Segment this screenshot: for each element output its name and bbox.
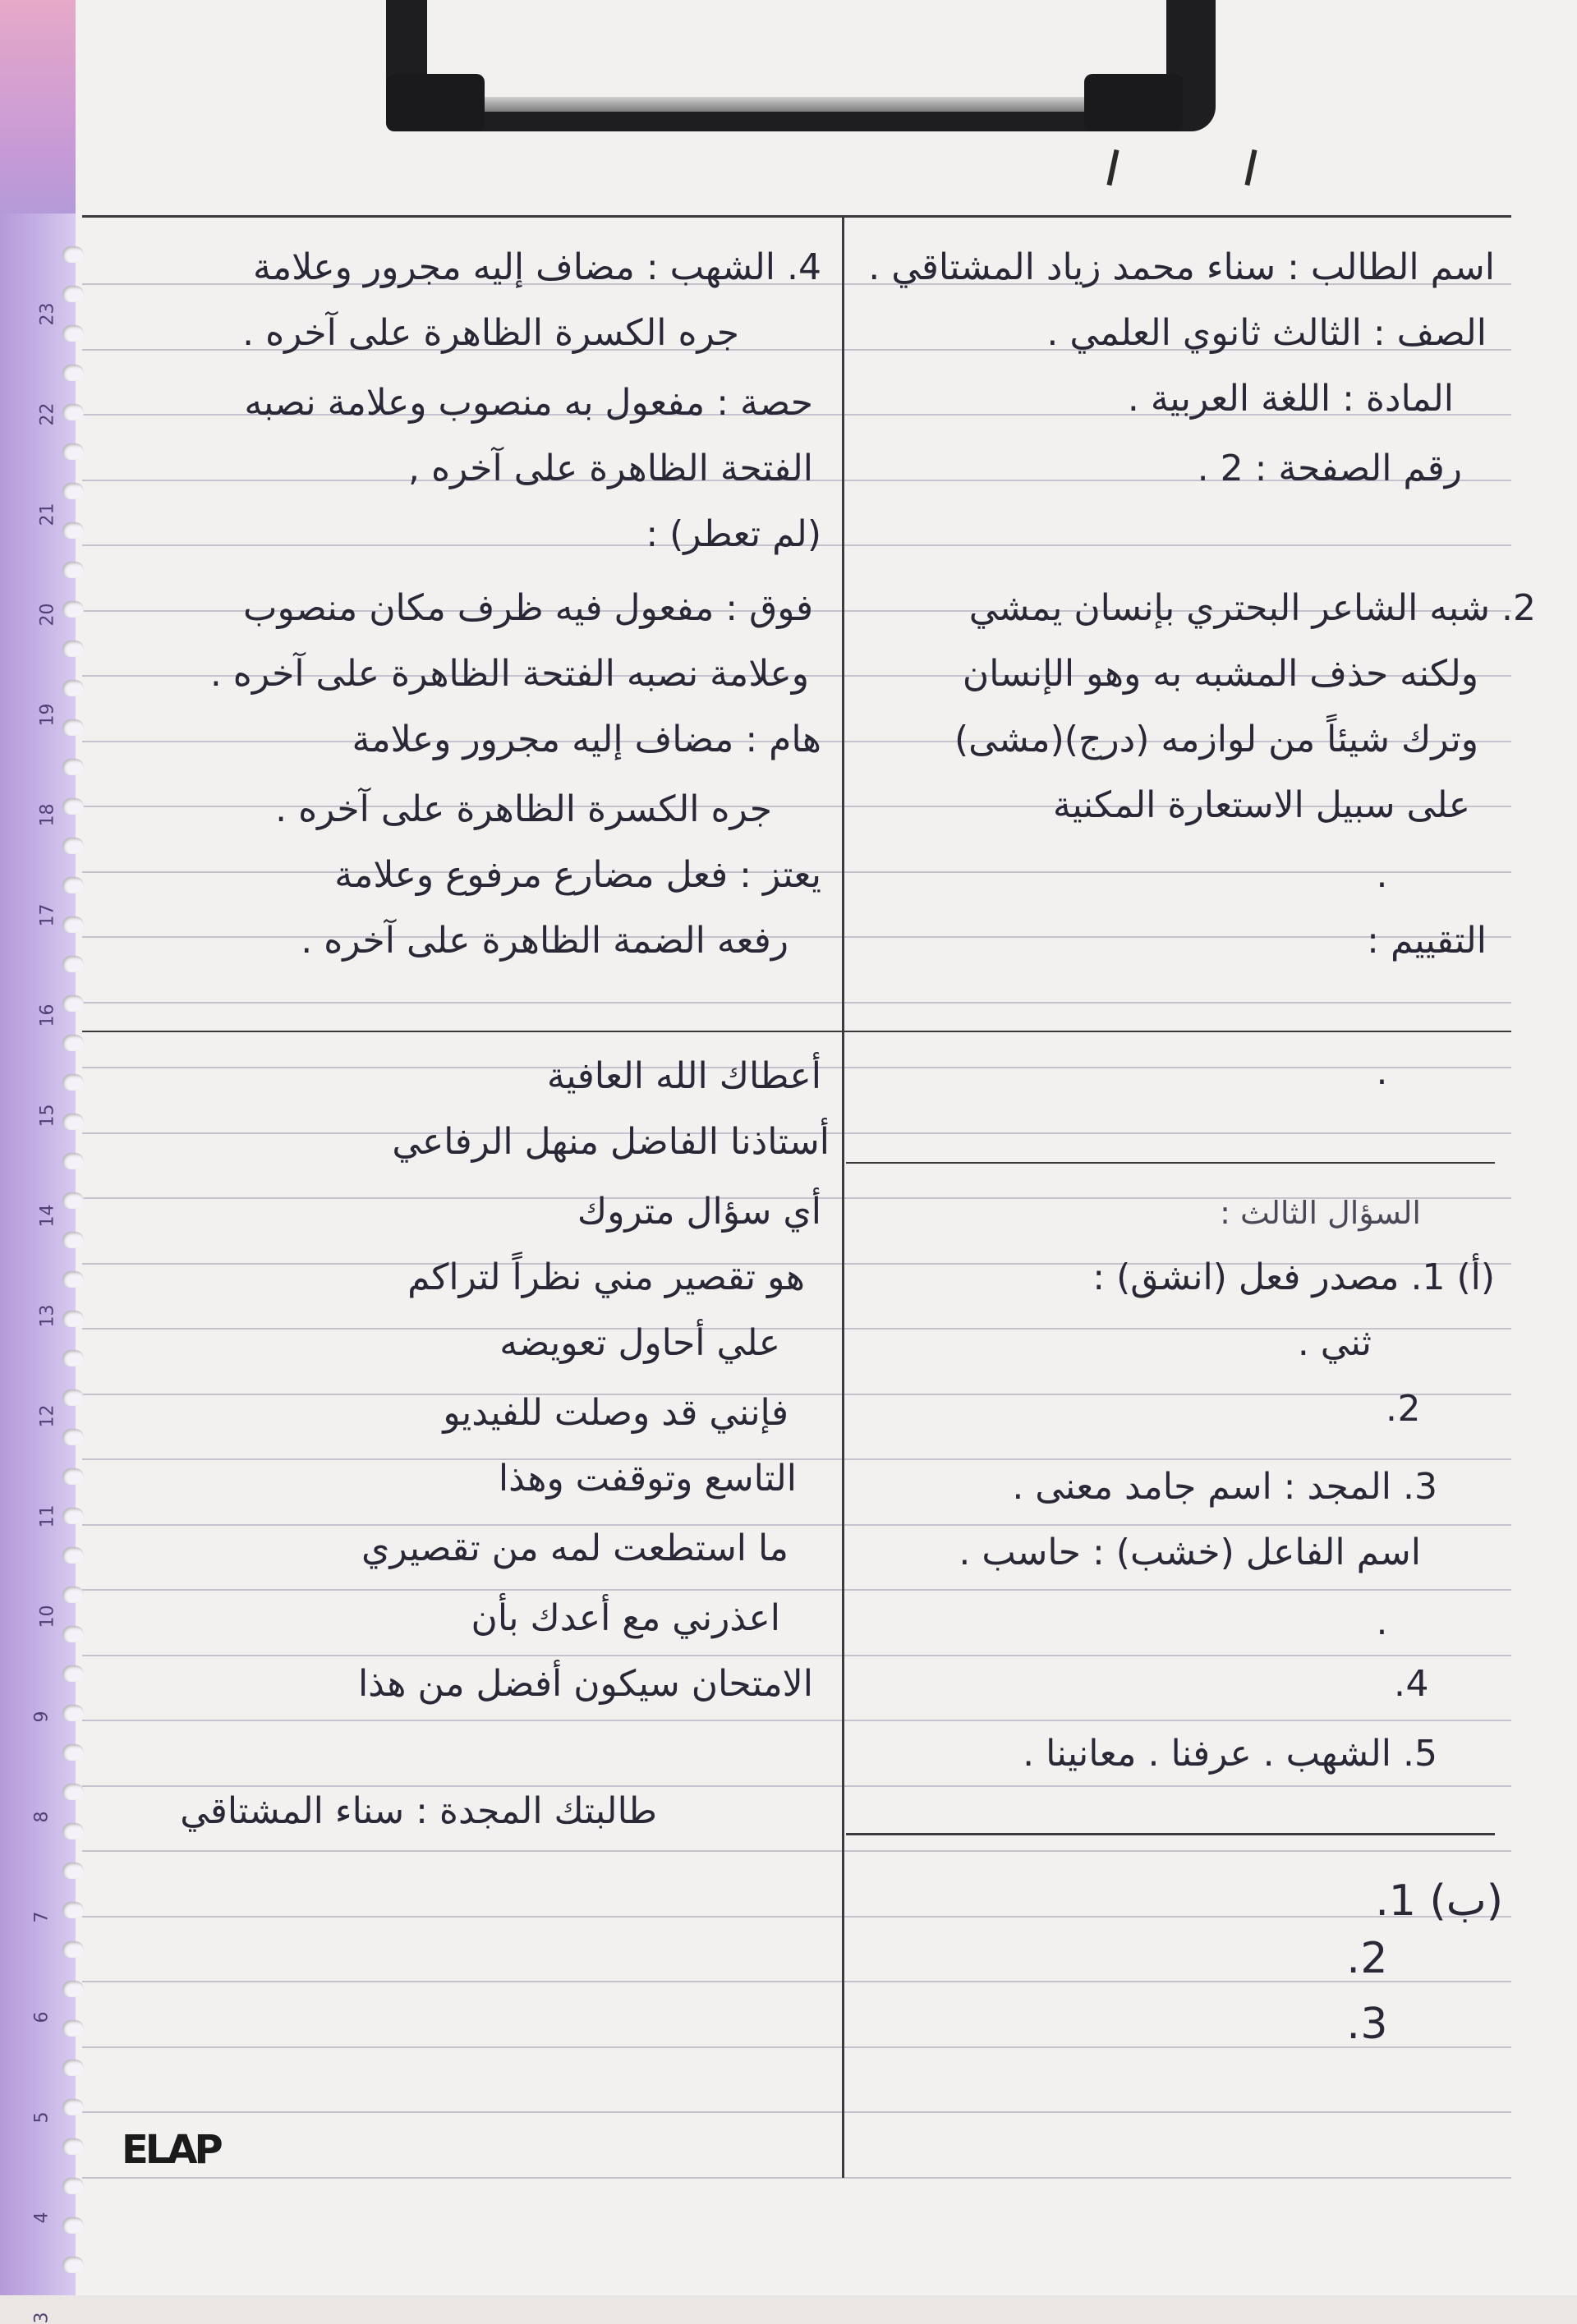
ruler-number: 23 — [37, 302, 58, 326]
ruled-line — [82, 1916, 1511, 1918]
q2-line-3: وترك شيئاً من لوازمه (درج)(مشى) — [954, 719, 1478, 760]
ruler-number: 7 — [31, 1911, 53, 1923]
binder-hole — [62, 483, 84, 499]
ruler-number: 4 — [31, 2211, 53, 2224]
binder-hole — [62, 1074, 84, 1091]
binder-hole — [62, 1192, 84, 1209]
message-line-5: علي أحاول تعويضه — [499, 1322, 780, 1364]
binder-hole — [62, 2099, 84, 2115]
binder-hole — [62, 838, 84, 854]
message-line-4: هو تقصير مني نظراً لتراكم — [407, 1256, 805, 1298]
page-number-line: رقم الصفحة : 2 . — [1197, 448, 1462, 489]
binder-hole — [62, 641, 84, 657]
binder-hole — [62, 1035, 84, 1051]
left-line-6: فوق : مفعول فيه ظرف مكان منصوب — [243, 587, 813, 629]
evaluation-label: التقييم : — [1367, 920, 1487, 962]
ruler-number: 15 — [37, 1104, 58, 1128]
binder-hole — [62, 562, 84, 578]
binder-hole — [62, 2178, 84, 2194]
binder-hole — [62, 2060, 84, 2076]
binder-hole — [62, 1547, 84, 1564]
ruler-number: 3 — [31, 2312, 53, 2324]
a3-dot: . — [1376, 1601, 1388, 1643]
ruler-number: 9 — [31, 1711, 53, 1723]
ruled-line — [82, 1589, 1511, 1591]
left-line-1: 4. الشهب : مضاف إليه مجرور وعلامة — [253, 246, 821, 288]
ruled-line — [82, 2046, 1511, 2048]
binder-hole — [62, 1902, 84, 1918]
subject-line: المادة : اللغة العربية . — [1127, 378, 1454, 420]
ruled-line — [82, 936, 1511, 938]
brand-logo: ELAP — [122, 2127, 220, 2173]
a5-line: 5. الشهب . عرفنا . معانينا . — [1023, 1733, 1437, 1775]
ruler-number: 20 — [37, 603, 58, 627]
b3-line: 3. — [1346, 2000, 1388, 2049]
binder-hole — [62, 956, 84, 972]
ruled-line — [82, 1524, 1511, 1526]
ruled-line — [82, 1394, 1511, 1395]
ruler-number: 18 — [37, 803, 58, 827]
binder-hole — [62, 1232, 84, 1248]
binder-hole — [62, 246, 84, 263]
binder-hole — [62, 1271, 84, 1288]
binder-hole — [62, 877, 84, 893]
binder-hole — [62, 916, 84, 933]
b2-line: 2. — [1346, 1934, 1388, 1983]
binder-hole — [62, 601, 84, 618]
q2-line-2: ولكنه حذف المشبه به وهو الإنسان — [962, 653, 1478, 695]
a4-line: 4. — [1394, 1663, 1429, 1705]
left-line-4: الفتحة الظاهرة على آخره , — [407, 448, 813, 489]
left-line-10: يعتز : فعل مضارع مرفوع وعلامة — [334, 854, 821, 896]
binder-hole — [62, 680, 84, 696]
ruled-line — [82, 1981, 1511, 1982]
ruler-number: 13 — [37, 1304, 58, 1328]
binder-hole — [62, 1981, 84, 1997]
ruler-number: 16 — [37, 1004, 58, 1027]
ruler-number: 8 — [31, 1811, 53, 1823]
ruled-line — [82, 1655, 1511, 1656]
ruler-number: 12 — [37, 1404, 58, 1428]
binder-hole — [62, 1823, 84, 1839]
evaluation-dot: . — [1376, 1051, 1388, 1093]
binder-hole — [62, 365, 84, 381]
ruled-line — [82, 1720, 1511, 1721]
ruler-number: 17 — [37, 903, 58, 927]
binder-hole — [62, 1941, 84, 1958]
clipboard-foot-left — [386, 74, 485, 131]
binder-hole — [62, 1705, 84, 1721]
left-line-5: (لم تعطر) : — [646, 513, 821, 555]
column-divider — [842, 215, 844, 2178]
ruled-line — [82, 1850, 1511, 1852]
b1-line: (ب) 1. — [1375, 1876, 1503, 1926]
ruler-number: 5 — [31, 2111, 53, 2124]
binder-hole — [62, 2257, 84, 2273]
clipboard-clip-window — [427, 0, 1166, 105]
q2-line-1: 2. شبه الشاعر البحتري بإنسان يمشي — [968, 587, 1536, 629]
ruler-number: 22 — [37, 402, 58, 426]
binder-hole — [62, 522, 84, 539]
a3-line-2: اسم الفاعل (خشب) : حاسب . — [959, 1532, 1421, 1573]
left-line-11: رفعه الضمة الظاهرة على آخره . — [301, 920, 788, 962]
ruler-number: 19 — [37, 703, 58, 727]
binder-hole — [62, 1862, 84, 1879]
a2-line: 2. — [1386, 1388, 1421, 1430]
ruler-number: 14 — [37, 1204, 58, 1228]
message-line-7: التاسع وتوقفت وهذا — [498, 1458, 797, 1500]
ruled-line — [82, 2111, 1511, 2113]
message-line-6: فإنني قد وصلت للفيديو — [443, 1392, 788, 1434]
binder-hole — [62, 995, 84, 1012]
ruled-line — [82, 1785, 1511, 1787]
binder-hole — [62, 1665, 84, 1682]
message-line-3: أي سؤال متروك — [577, 1191, 821, 1233]
ruler-number: 6 — [31, 2011, 53, 2023]
separator-rule — [846, 1162, 1495, 1164]
ruler-number: 11 — [37, 1504, 58, 1528]
clipboard-foot-right — [1084, 74, 1183, 131]
binder-hole — [62, 1114, 84, 1130]
left-line-2: جره الكسرة الظاهرة على آخره . — [242, 312, 739, 354]
binder-hole — [62, 2020, 84, 2037]
binder-hole — [62, 1429, 84, 1445]
binder-hole — [62, 759, 84, 775]
class-line: الصف : الثالث ثانوي العلمي . — [1046, 312, 1487, 354]
message-line-9: اعذرني مع أعدك بأن — [471, 1597, 780, 1639]
binder-hole — [62, 325, 84, 342]
separator-rule — [82, 1031, 1511, 1032]
message-line-10: الامتحان سيكون أفضل من هذا — [357, 1663, 813, 1705]
binder-hole — [62, 1508, 84, 1524]
section-rule — [846, 1833, 1495, 1835]
q2-dot: . — [1376, 854, 1388, 896]
header-rule — [82, 215, 1511, 218]
a1-line-2: ثني . — [1297, 1322, 1372, 1364]
message-line-1: أعطاك الله العافية — [546, 1055, 821, 1097]
third-question-title: السؤال الثالث : — [1220, 1195, 1421, 1231]
clipboard-wire — [460, 97, 1133, 112]
binder-hole — [62, 1350, 84, 1366]
binder-hole — [62, 404, 84, 420]
message-line-8: ما استطعت لمه من تقصيري — [361, 1527, 788, 1569]
signature: طالبتك المجدة : سناء المشتاقي — [180, 1790, 657, 1832]
binder-hole — [62, 1626, 84, 1642]
a3-line-1: 3. المجد : اسم جامد معنى . — [1012, 1466, 1437, 1508]
left-line-8: هام : مضاف إليه مجرور وعلامة — [352, 719, 821, 760]
binder-hole — [62, 1389, 84, 1406]
binder-hole — [62, 1468, 84, 1485]
binder-hole — [62, 798, 84, 815]
binder-strip-top — [0, 0, 76, 214]
binder-hole — [62, 2217, 84, 2234]
ruler-number: 10 — [37, 1605, 58, 1628]
binder-hole — [62, 1153, 84, 1169]
a1-line-1: (أ) 1. مصدر فعل (انشق) : — [1092, 1256, 1495, 1298]
ruled-line — [82, 1458, 1511, 1460]
binder-hole — [62, 1311, 84, 1327]
q2-line-4: على سبيل الاستعارة المكنية — [1052, 784, 1470, 826]
left-line-9: جره الكسرة الظاهرة على آخره . — [275, 788, 772, 830]
message-line-2: أستاذنا الفاضل منهل الرفاعي — [392, 1121, 830, 1163]
binder-hole — [62, 1744, 84, 1761]
ruler-number: 21 — [37, 503, 58, 526]
left-line-3: حصة : مفعول به منصوب وعلامة نصبه — [244, 382, 813, 424]
binder-hole — [62, 2138, 84, 2155]
binder-hole — [62, 1587, 84, 1603]
binder-hole — [62, 1784, 84, 1800]
binder-hole — [62, 443, 84, 460]
binder-hole — [62, 719, 84, 736]
binder-hole — [62, 286, 84, 302]
student-name: اسم الطالب : سناء محمد زياد المشتاقي . — [868, 246, 1495, 288]
ruled-line — [82, 1002, 1511, 1004]
left-line-7: وعلامة نصبه الفتحة الظاهرة على آخره . — [209, 653, 809, 695]
ruled-line — [82, 2177, 1511, 2179]
